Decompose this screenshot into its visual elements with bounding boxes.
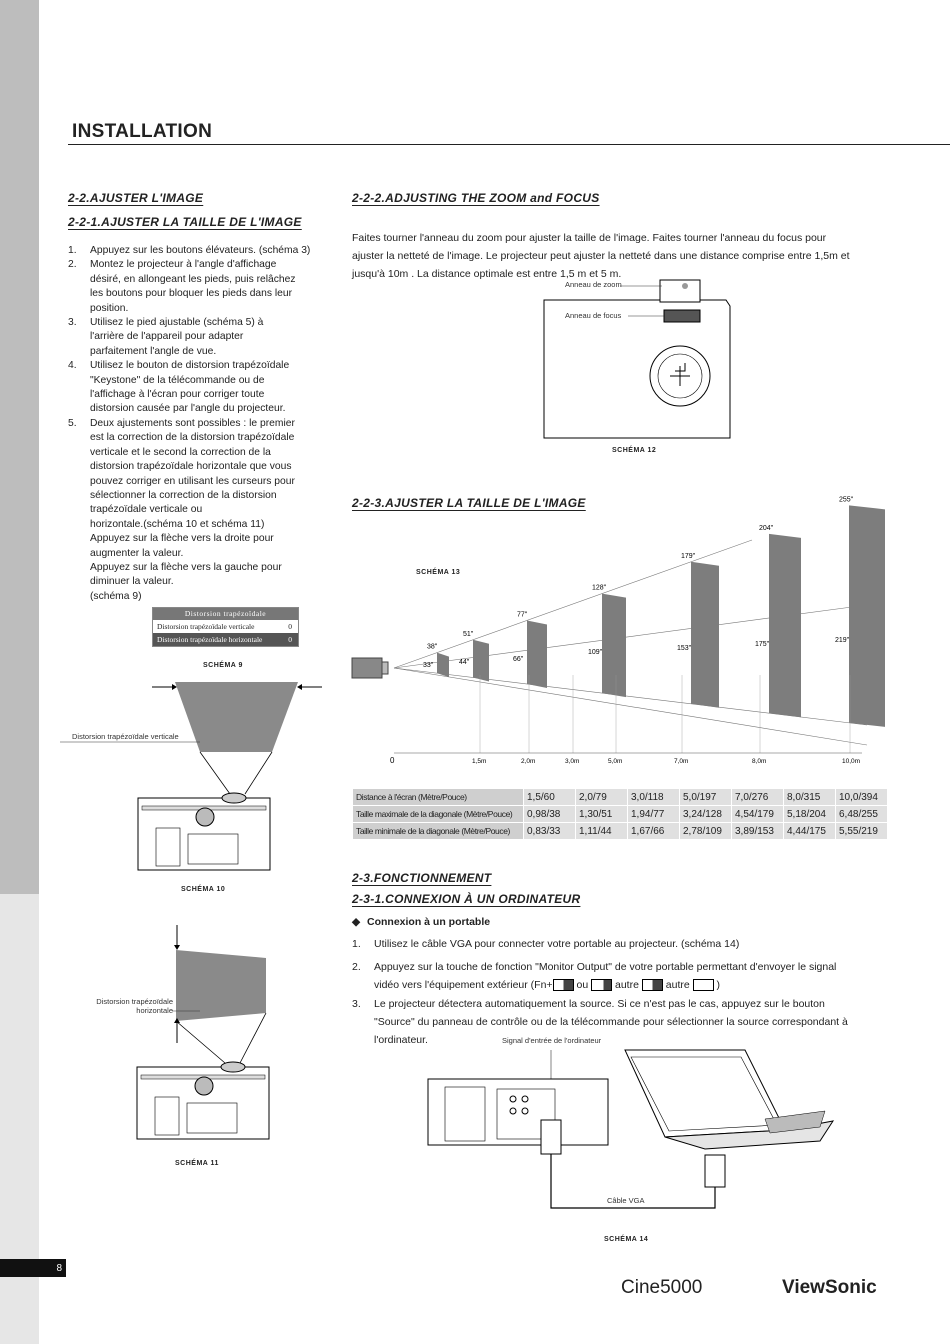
figure-11-caption: SCHÉMA 11	[175, 1160, 219, 1167]
projector-front-icon	[138, 793, 270, 870]
max-size-label: 51"	[463, 630, 474, 638]
vertical-keystone-image	[175, 682, 298, 752]
display-switch-key-icon	[642, 979, 663, 991]
computer-signal-label: Signal d'entrée de l'ordinateur	[502, 1036, 602, 1045]
page-number: 8	[0, 1259, 66, 1277]
connection-step-1: 1. Utilisez le câble VGA pour connecter votre portable au projecteur. (schéma 14)	[352, 938, 740, 950]
monitor-key-icon	[591, 979, 612, 991]
min-size-label: 175"	[755, 641, 770, 648]
side-band-dark	[0, 0, 39, 894]
keystone-menu-row-vertical: Distorsion trapézoïdale verticale 0	[157, 622, 292, 631]
section-heading-adjust-image: 2-2.AJUSTER L'IMAGE	[68, 191, 204, 205]
figure-14-caption: SCHÉMA 14	[604, 1236, 649, 1243]
projector-side-icon	[352, 658, 382, 678]
title-divider	[68, 144, 950, 145]
keystone-menu-title: Distorsion trapézoïdale	[153, 608, 298, 620]
step-item: 2. Montez le projecteur à l'angle d'affichage désiré, en allongeant les pieds, puis relâchez les boutons pour bloquer les pieds dans leur position.	[68, 259, 296, 314]
focus-ring-label: Anneau de focus	[565, 311, 622, 320]
figure-12-projector-top	[540, 276, 735, 441]
screen-panel	[473, 640, 489, 682]
distance-tick-label: 0	[390, 756, 395, 765]
figure-14-connection	[425, 1045, 845, 1215]
screen-key-icon	[693, 979, 714, 991]
laptop-connection-heading: ◆ Connexion à un portable	[352, 916, 491, 928]
figure-12-caption: SCHÉMA 12	[612, 447, 657, 454]
step-item: 3. Utilisez le pied ajustable (schéma 5) à l'arrière de l'appareil pour adapter parfaitement l'angle de vue.	[68, 317, 264, 357]
table-row: Distance à l'écran (Mètre/Pouce) 1,5/60 2,0/79 3,0/118 5,0/197 7,0/276 8,0/315 10,0/394	[353, 789, 888, 806]
max-size-label: 255"	[839, 496, 854, 504]
diamond-bullet-icon: ◆	[352, 916, 361, 928]
focus-ring	[664, 310, 700, 322]
step-item: 5. Deux ajustements sont possibles : le premier est la correction de la distorsion trapézoïdale verticale et le second la correction de la distorsion trapézoïdale horizontale que vous pouvez corriger en utilisant les curseurs pour sélectionner la correction de la distorsion trapézoïdale verticale ou horizontale.(schéma 10 et schéma 11) Appuyez sur la flèche vers la droite pour augmenter la valeur. Appuyez sur la flèche vers la gauche pour diminuer la valeur. (schéma 9)	[68, 417, 295, 602]
projector-front-icon	[137, 1062, 269, 1139]
distance-tick-label: 1,5m	[472, 758, 487, 765]
max-size-label: 179"	[681, 552, 696, 560]
keystone-osd-menu	[152, 607, 299, 647]
step-item: 1. Appuyez sur les boutons élévateurs. (schéma 3)	[68, 245, 311, 256]
section-heading-image-size: 2-2-1.AJUSTER LA TAILLE DE L'IMAGE	[68, 215, 302, 229]
lcd-crt-key-icon	[553, 979, 574, 991]
screen-panel	[691, 562, 719, 708]
max-size-label: 128"	[592, 584, 607, 592]
step-item: 4. Utilisez le bouton de distorsion trapézoïdale "Keystone" de la télécommande ou de l'affichage à l'écran pour corriger toute distorsion causée par l'angle du projecteur.	[68, 360, 290, 415]
min-size-label: 219"	[835, 637, 850, 644]
section-heading-operation: 2-3.FONCTIONNEMENT	[352, 871, 492, 885]
max-size-label: 38"	[427, 643, 438, 651]
max-size-label: 204"	[759, 524, 774, 532]
projector-rear-icon	[428, 1079, 608, 1145]
min-size-label: 109"	[588, 649, 603, 656]
keystone-menu-row-horizontal: Distorsion trapézoïdale horizontale 0	[153, 633, 298, 646]
connection-steps	[352, 935, 912, 1049]
screen-panel	[602, 594, 626, 697]
section-heading-computer-connection: 2-3-1.CONNEXION À UN ORDINATEUR	[352, 892, 581, 906]
table-row: Taille maximale de la diagonale (Mètre/Pouce) 0,98/38 1,30/51 1,94/77 3,24/128 4,54/179 5,18/204 6,48/255	[353, 806, 888, 823]
connection-step-3: 3. Le projecteur détectera automatiquement la source. Si ce n'est pas le cas, appuyez sur le bouton "Source" du panneau de contrôle ou de la télécommande pour sélectionner la source correspondant à l'ordinateur.	[352, 998, 848, 1046]
figure-13-caption: SCHÉMA 13	[416, 569, 461, 576]
model-name: Cine5000	[621, 1277, 703, 1298]
vga-plug-laptop	[705, 1155, 725, 1187]
distance-tick-label: 3,0m	[565, 758, 580, 765]
min-size-label: 33"	[423, 662, 434, 669]
screen-panel	[527, 620, 547, 688]
screen-panel	[849, 505, 885, 727]
vga-plug-projector	[541, 1120, 561, 1154]
zoom-ring-label: Anneau de zoom	[565, 280, 622, 289]
adjust-steps-list	[68, 244, 318, 604]
vga-cable-label: Câble VGA	[607, 1196, 645, 1205]
horizontal-keystone-label: Distorsion trapézoïdale horizontale	[96, 997, 173, 1015]
distance-tick-label: 10,0m	[842, 758, 861, 765]
figure-9-caption: SCHÉMA 9	[203, 662, 243, 669]
horizontal-keystone-image	[176, 950, 266, 1021]
distance-tick-label: 5,0m	[608, 758, 623, 765]
page-title: INSTALLATION	[72, 121, 213, 142]
screen-panel	[769, 534, 801, 717]
brand-name: ViewSonic	[782, 1277, 877, 1298]
min-size-label: 44"	[459, 659, 470, 666]
figure-10-illustration	[60, 676, 330, 876]
section-heading-zoom-focus: 2-2-2.ADJUSTING THE ZOOM and FOCUS	[352, 191, 600, 205]
max-size-label: 77"	[517, 611, 528, 619]
vertical-keystone-label: Distorsion trapézoïdale verticale	[72, 732, 179, 741]
figure-10-caption: SCHÉMA 10	[181, 886, 226, 893]
connection-step-2: 2. Appuyez sur la touche de fonction "Monitor Output" de votre portable permettant d'envoyer le signal vidéo vers l'équipement extérieur (Fn+ ou autre autre )	[352, 961, 837, 991]
section-heading-image-size-2: 2-2-3.AJUSTER LA TAILLE DE L'IMAGE	[352, 496, 586, 510]
min-size-label: 66"	[513, 656, 524, 663]
screen-panel	[437, 653, 449, 678]
distance-tick-label: 7,0m	[674, 758, 689, 765]
distance-table	[352, 788, 888, 840]
zoom-focus-text: Faites tourner l'anneau du zoom pour ajuster la taille de l'image. Faites tourner l'anneau du focus pour ajuster la netteté de l'image. Le projecteur peut ajuster la netteté dans une distance comprise entre 1,5m et jusqu'à 10m . La distance optimale est entre 1,5 m et 5 m.	[352, 232, 850, 280]
min-size-label: 153"	[677, 645, 692, 652]
table-row: Taille minimale de la diagonale (Mètre/Pouce) 0,83/33 1,11/44 1,67/66 2,78/109 3,89/153 4,44/175 5,55/219	[353, 823, 888, 840]
figure-11-illustration	[80, 925, 280, 1150]
distance-tick-label: 8,0m	[752, 758, 767, 765]
laptop-icon	[625, 1050, 833, 1149]
distance-tick-label: 2,0m	[521, 758, 536, 765]
